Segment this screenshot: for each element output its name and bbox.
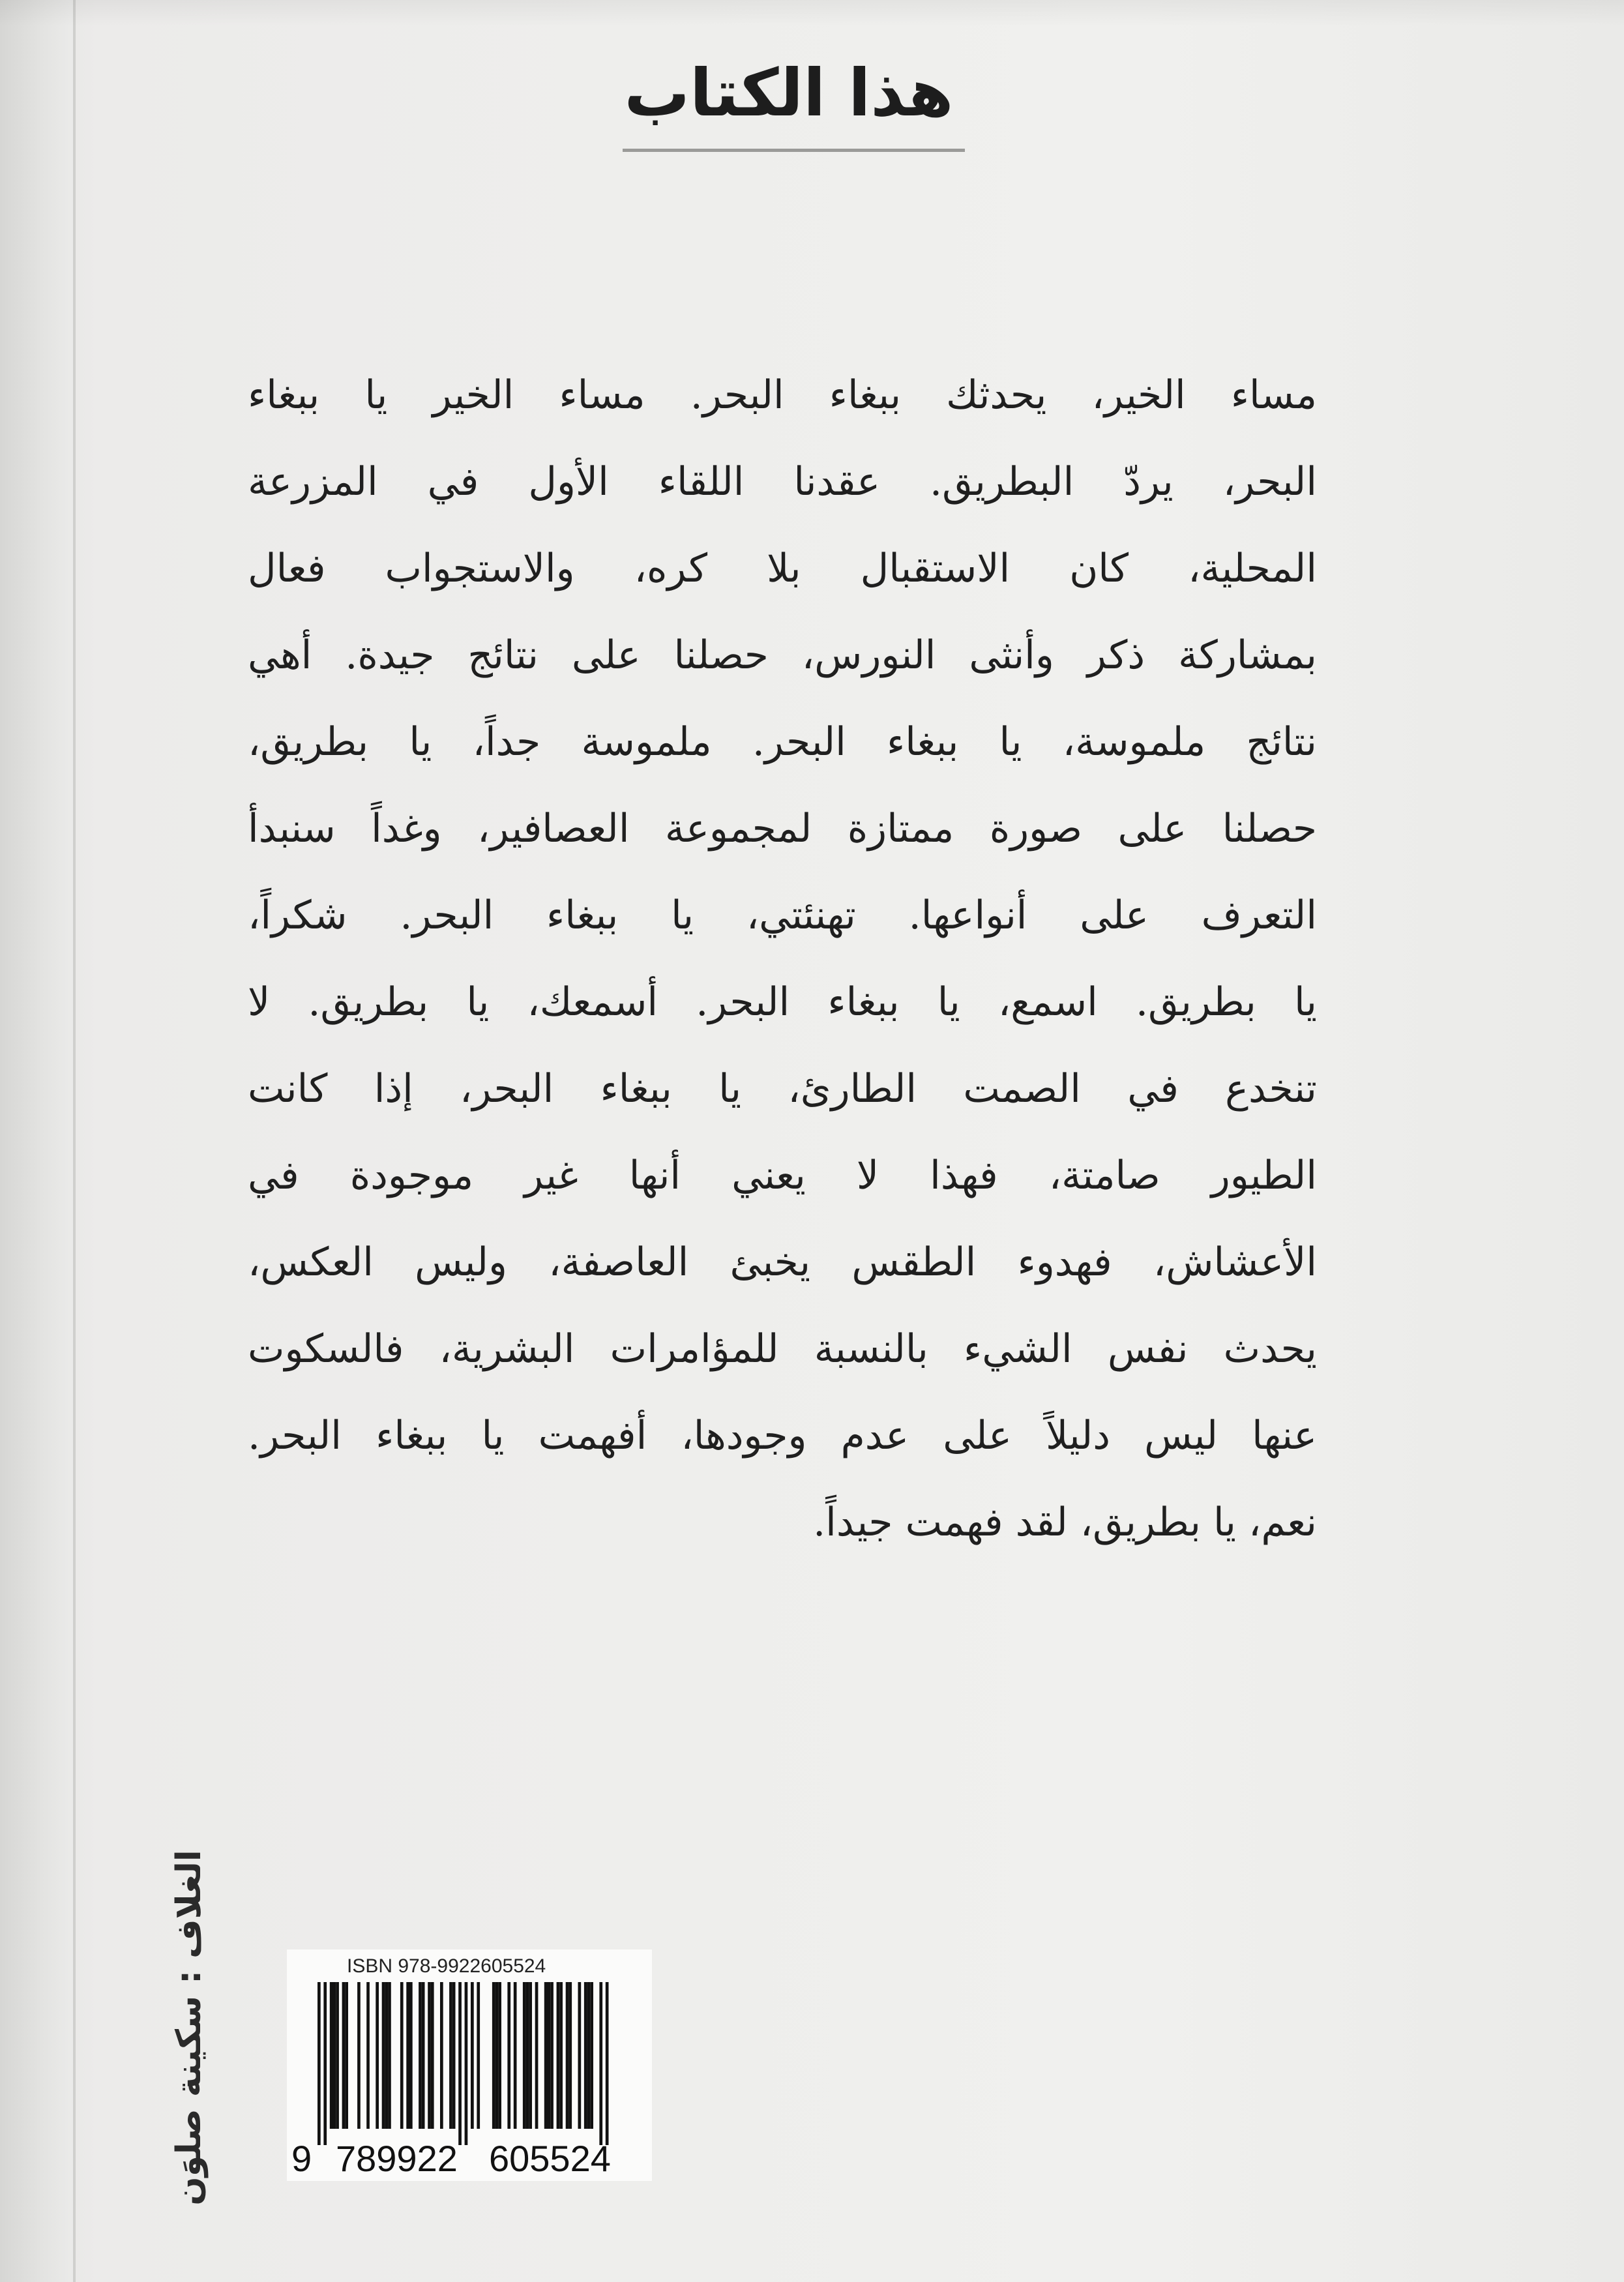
blurb-line: مساء الخير، يحدثك ببغاء البحر. مساء الخير يا ببغاء — [248, 372, 1317, 418]
barcode-bar — [544, 1982, 548, 2129]
barcode-bar — [345, 1982, 348, 2129]
barcode-bar — [514, 1982, 517, 2129]
barcode-bar — [568, 1982, 572, 2129]
barcode-bar — [584, 1982, 587, 2129]
barcode-bar — [599, 1982, 602, 2145]
barcode-bar — [498, 1982, 501, 2129]
barcode-bar — [606, 1982, 609, 2145]
blurb-line: تنخدع في الصمت الطارئ، يا ببغاء البحر، إذا كانت — [248, 1066, 1317, 1112]
spine-edge — [0, 0, 75, 2282]
barcode-bar — [400, 1982, 404, 2129]
blurb-line: عنها ليس دليلاً على عدم وجودها، أفهمت يا ببغاء البحر. — [248, 1413, 1317, 1459]
barcode-bar — [587, 1982, 591, 2129]
barcode-bar — [388, 1982, 391, 2129]
blurb-text — [248, 352, 1317, 1566]
top-shadow — [0, 0, 1624, 26]
barcode-bar — [431, 1982, 434, 2129]
title-underline — [623, 149, 965, 152]
barcode-bar — [492, 1982, 495, 2129]
barcode-bar — [465, 1982, 468, 2145]
blurb-line: الطيور صامتة، فهذا لا يعني أنها غير موجودة في — [248, 1153, 1317, 1198]
barcode-bar — [330, 1982, 333, 2129]
barcode-bar — [382, 1982, 385, 2129]
cover-credit — [163, 1826, 215, 2230]
barcode-first-digit: 9 — [291, 2138, 312, 2178]
cover-credit-text: الغلاف : سكينة صلوَن — [170, 1850, 209, 2206]
blurb-line: نعم، يا بطريق، لقد فهمت جيداً. — [813, 1500, 1317, 1545]
barcode-bar — [449, 1982, 452, 2129]
barcode-bar — [376, 1982, 379, 2129]
blurb-line: الأعشاش، فهدوء الطقس يخبئ العاصفة، وليس العكس، — [248, 1239, 1317, 1285]
barcode-bars — [317, 1982, 609, 2145]
barcode-left-digits: 789922 — [336, 2138, 458, 2178]
blurb-line: نتائج ملموسة، يا ببغاء البحر. ملموسة جداً، يا بطريق، — [248, 719, 1317, 765]
barcode-bar — [471, 1982, 474, 2129]
barcode-bar — [336, 1982, 339, 2129]
barcode-bar — [406, 1982, 409, 2129]
barcode-bar — [458, 1982, 462, 2145]
barcode-bar — [507, 1982, 510, 2129]
barcode-bar — [409, 1982, 413, 2129]
barcode-bar — [550, 1982, 554, 2129]
barcode-bar — [440, 1982, 443, 2129]
blurb-line: يا بطريق. اسمع، يا ببغاء البحر. أسمعك، يا بطريق. لا — [248, 979, 1317, 1025]
barcode-bar — [422, 1982, 425, 2129]
barcode-bar — [317, 1982, 321, 2145]
barcode-bar — [366, 1982, 370, 2129]
barcode-bar — [557, 1982, 560, 2129]
barcode-bar — [590, 1982, 593, 2129]
barcode-bar — [526, 1982, 529, 2129]
barcode-bar — [523, 1982, 526, 2129]
barcode-bar — [477, 1982, 480, 2129]
barcode-bar — [559, 1982, 563, 2129]
isbn-barcode — [290, 1982, 645, 2178]
blurb-line: التعرف على أنواعها. تهنئتي، يا ببغاء البحر. شكراً، — [248, 893, 1317, 938]
barcode-bar — [419, 1982, 422, 2129]
barcode-bar — [548, 1982, 551, 2129]
blurb-line: المحلية، كان الاستقبال بلا كره، والاستجواب فعال — [248, 546, 1317, 591]
blurb-line: البحر، يردّ البطريق. عقدنا اللقاء الأول في المزرعة — [248, 459, 1317, 505]
blurb-line: بمشاركة ذكر وأنثى النورس، حصلنا على نتائج جيدة. أهي — [248, 632, 1317, 678]
barcode-bar — [535, 1982, 539, 2129]
barcode-bar — [342, 1982, 346, 2129]
barcode-bar — [495, 1982, 499, 2129]
barcode-bar — [323, 1982, 327, 2145]
barcode-bar — [529, 1982, 532, 2129]
barcode-bar — [452, 1982, 456, 2129]
barcode-bar — [566, 1982, 569, 2129]
barcode-bar — [428, 1982, 431, 2129]
barcode-bar — [333, 1982, 336, 2129]
barcode-bar — [357, 1982, 361, 2129]
blurb-line: يحدث نفس الشيء بالنسبة للمؤامرات البشرية، فالسكوت — [248, 1326, 1317, 1372]
cover-title: هذا الكتاب — [624, 55, 954, 131]
barcode-right-digits: 605524 — [489, 2138, 611, 2178]
barcode-bar — [385, 1982, 388, 2129]
spine-fold-line — [73, 0, 76, 2282]
barcode-bar — [578, 1982, 582, 2129]
blurb-line: حصلنا على صورة ممتازة لمجموعة العصافير، وغداً سنبدأ — [248, 806, 1317, 852]
isbn-label: ISBN 978-9922605524 — [347, 1955, 546, 1977]
